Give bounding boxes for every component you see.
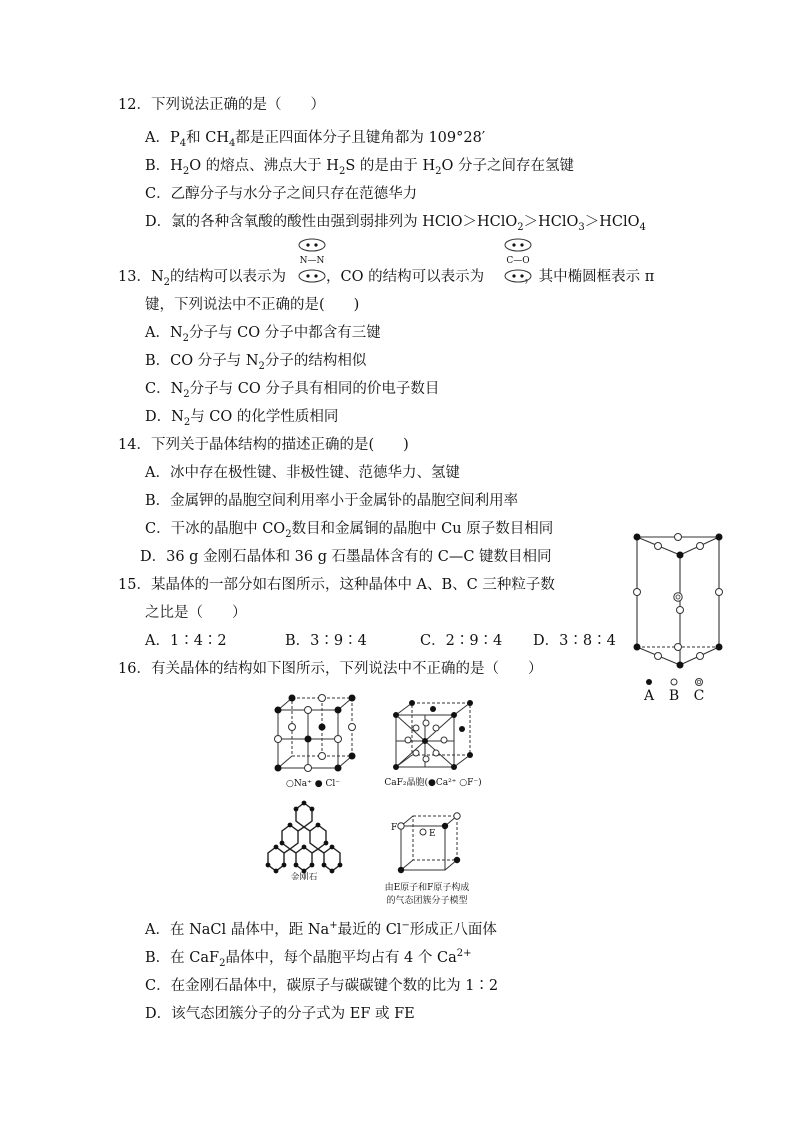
- cluster-label-e: E: [429, 829, 436, 839]
- q13-stem: 13．$N_2$的结构可以表示为 ，CO 的结构可以表示为 ，其中椭圆框表示 π: [118, 269, 655, 288]
- n2-structure-diagram: [292, 236, 332, 286]
- q13-option-c: C．$N_2$分子与 CO 分子具有相同的价电子数目: [145, 381, 440, 400]
- cluster-caption-2: 的气态团簇分子模型: [386, 896, 468, 906]
- q14-option-c: C．干冰的晶胞中 $CO_2$数目和金属铜的晶胞中 Cu 原子数目相同: [145, 521, 554, 540]
- q15-stem-cont: 之比是（ ）: [145, 605, 247, 621]
- co-structure-diagram: [498, 236, 538, 286]
- q13-stem-cont: 键，下列说法中不正确的是( ): [145, 297, 360, 313]
- nacl-caption: ○Na⁺ ● Cl⁻: [286, 779, 340, 789]
- q16-stem: 16．有关晶体的结构如下图所示，下列说法中不正确的是（ ）: [118, 661, 543, 677]
- q13-option-b: B．CO 分子与 $N_2$分子的结构相似: [145, 353, 367, 372]
- q14-option-d: D．36 g 金刚石晶体和 36 g 石墨晶体含有的 C—C 键数目相同: [140, 549, 552, 565]
- q12-option-b: B．$H_2O$ 的熔点、沸点大于 $H_2S$ 的是由于 $H_2O$ 分子之间存在氢键: [145, 158, 574, 177]
- n2-label: N—N: [299, 256, 325, 266]
- q16-option-a: A．在 NaCl 晶体中，距 Na+最近的 Cl−形成正八面体: [145, 920, 497, 938]
- q13-option-d: D．$N_2$与 CO 的化学性质相同: [145, 409, 339, 428]
- diamond-structure-diagram: [262, 795, 372, 880]
- cluster-molecule-diagram: [365, 808, 495, 908]
- caf2-caption: CaF₂晶胞(●Ca²⁺ ○F⁻): [384, 778, 482, 788]
- q14-option-b: B．金属钾的晶胞空间利用率小于金属钋的晶胞空间利用率: [145, 493, 519, 509]
- caf2-crystal-diagram: [378, 695, 496, 790]
- q12-option-d: D．氯的各种含氧酸的酸性由强到弱排列为 HClO＞HClO$_2$＞HClO$_3$＞HClO$_4$: [145, 214, 646, 233]
- legend-c: C: [693, 688, 705, 704]
- q14-stem: 14．下列关于晶体结构的描述正确的是( ): [118, 437, 409, 453]
- q15-option-b: B．3∶9∶4: [285, 633, 367, 649]
- q15-stem: 15．某晶体的一部分如右图所示，这种晶体中 A、B、C 三种粒子数: [118, 577, 555, 593]
- nacl-crystal-diagram: [268, 690, 363, 790]
- q14-option-a: A．冰中存在极性键、非极性键、范德华力、氢键: [145, 465, 460, 481]
- q12-option-a: A．$P_4$和 $CH_4$都是正四面体分子且键角都为 109°28′: [145, 130, 486, 149]
- cluster-label-f: F: [391, 823, 398, 833]
- q12-stem: 12．下列说法正确的是（ ）: [118, 97, 325, 113]
- co-label: C—O: [506, 256, 530, 266]
- q16-option-b: B．在 CaF$_2$晶体中，每个晶胞平均占有 4 个 $Ca^{2+}$: [145, 948, 472, 969]
- q13-option-a: A．$N_2$分子与 CO 分子中都含有三键: [145, 325, 381, 344]
- cluster-caption-1: 由E原子和F原子构成: [384, 883, 470, 893]
- q16-option-d: D．该气态团簇分子的分子式为 EF 或 FE: [145, 1006, 415, 1022]
- prism-crystal-diagram: [625, 525, 730, 705]
- q12-option-c: C．乙醇分子与水分子之间只存在范德华力: [145, 186, 418, 202]
- diamond-caption: 金刚石: [290, 873, 318, 880]
- q15-option-d: D．3∶8∶4: [533, 633, 616, 649]
- legend-a: A: [643, 688, 655, 704]
- legend-b: B: [668, 688, 680, 704]
- q16-option-c: C．在金刚石晶体中，碳原子与碳碳键个数的比为 1∶2: [145, 978, 499, 994]
- q15-option-c: C．2∶9∶4: [420, 633, 503, 649]
- q15-option-a: A．1∶4∶2: [145, 633, 227, 649]
